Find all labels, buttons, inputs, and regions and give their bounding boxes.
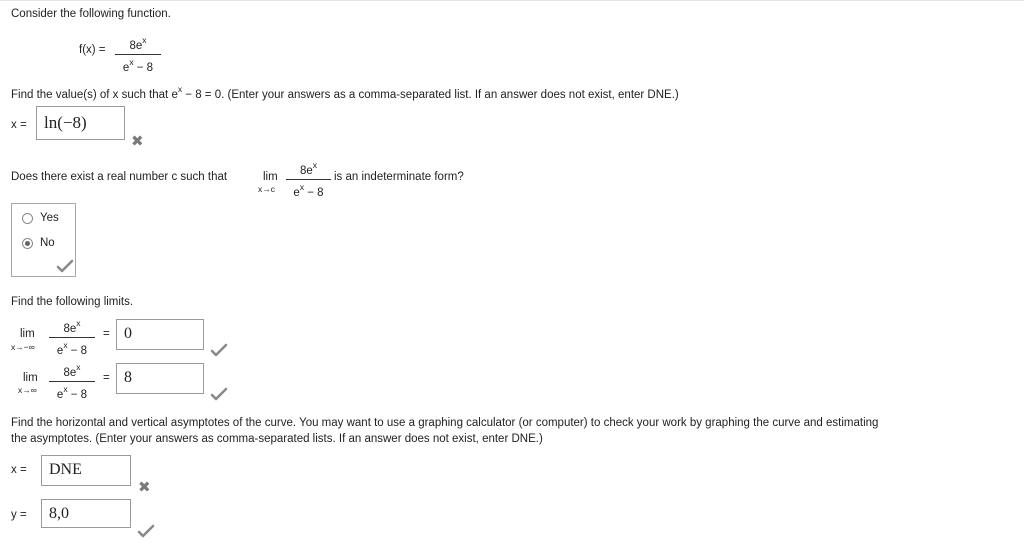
row2-lim: lim <box>23 372 38 384</box>
function-numerator: 8e <box>129 39 143 52</box>
row1-fraction: $8e^x$ $e^x - 8$ <box>49 318 95 358</box>
q2-radio-group <box>11 203 76 277</box>
checkmark-icon <box>137 524 155 538</box>
q4-y-answer-field[interactable]: 8,0 <box>41 499 131 528</box>
top-divider <box>0 0 1024 1</box>
function-fraction: $8e^x$ $e^x - 8$ <box>115 35 161 75</box>
intro-text: Consider the following function. <box>11 8 171 20</box>
q4-x-label: x = <box>11 464 27 476</box>
q1-var-label: x = <box>11 119 27 131</box>
radio-no[interactable] <box>22 238 33 249</box>
q2-lim: lim <box>263 171 278 183</box>
row1-answer-field[interactable]: 0 <box>116 319 204 350</box>
radio-yes[interactable] <box>22 213 33 224</box>
q3-prompt: Find the following limits. <box>11 296 134 308</box>
row2-lim-sub: x→∞ <box>18 385 37 395</box>
row1-lim: lim <box>20 328 35 340</box>
q1-prompt: Find the value(s) of x such that $e^x - 8 = 0$. (Enter your answers as a comma-separated list. If an answer does not exist, enter DNE.) <box>11 84 679 101</box>
radio-yes-label[interactable]: Yes <box>40 212 59 224</box>
x-mark-icon: ✖ <box>131 133 144 150</box>
q1-answer-field[interactable]: ln(−8) <box>36 106 125 140</box>
x-mark-icon: ✖ <box>138 479 151 496</box>
function-lhs: f(x) = <box>79 44 106 56</box>
row2-fraction: $8e^x$ $e^x - 8$ <box>49 362 95 402</box>
row2-answer-field[interactable]: 8 <box>116 363 204 394</box>
checkmark-icon <box>56 259 74 273</box>
row1-equals: = <box>103 328 110 340</box>
checkmark-icon <box>210 387 228 401</box>
row2-equals: = <box>103 372 110 384</box>
q2-fraction: $8e^x$ $e^x - 8$ <box>286 160 331 200</box>
q4-prompt-line1: Find the horizontal and vertical asymptotes of the curve. You may want to use a graphing calculator (or computer) to check your work by graphing the curve and estimating <box>11 417 879 429</box>
function-denominator: e <box>122 61 130 74</box>
q2-prompt-start: Does there exist a real number c such that <box>11 171 228 183</box>
q4-prompt-line2: the asymptotes. (Enter your answers as comma-separated lists. If an answer does not exist, enter DNE.) <box>11 433 543 445</box>
q4-x-answer-field[interactable]: DNE <box>41 455 131 486</box>
q2-lim-sub: x→c <box>258 184 275 194</box>
q2-prompt-end: is an indeterminate form? <box>334 171 464 183</box>
checkmark-icon <box>210 343 228 357</box>
row1-lim-sub: x→−∞ <box>11 342 35 352</box>
q4-y-label: y = <box>11 509 27 521</box>
radio-no-label[interactable]: No <box>40 237 55 249</box>
